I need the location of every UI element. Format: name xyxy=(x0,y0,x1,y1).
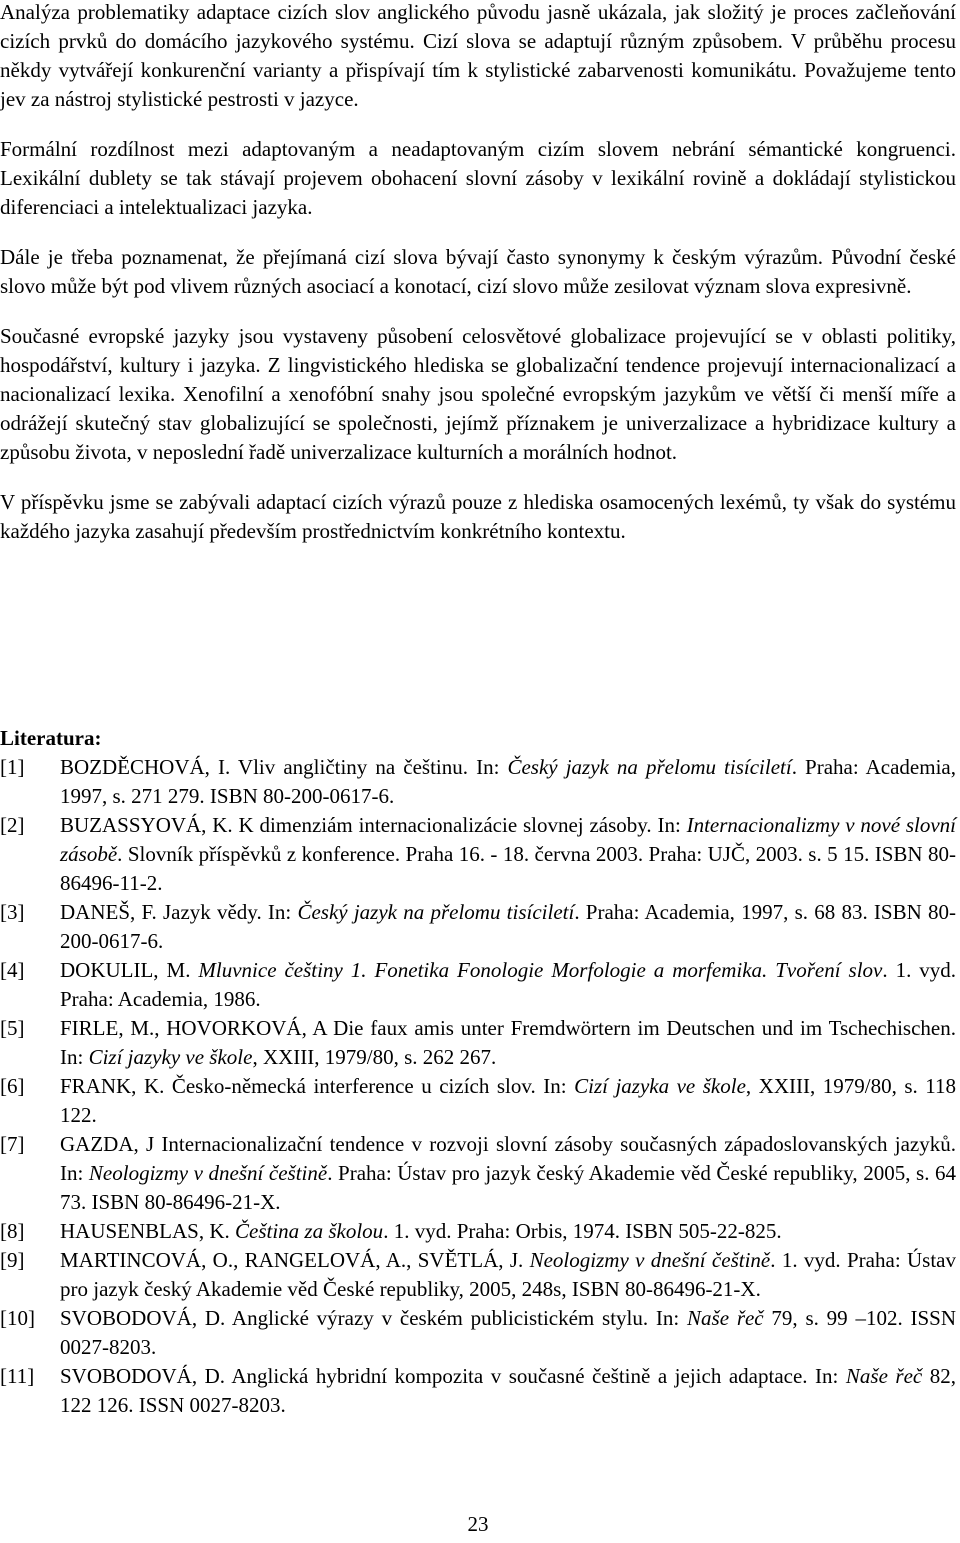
reference-title-italic: Cizí jazyky ve škole xyxy=(88,1045,253,1069)
reference-item xyxy=(0,1130,956,1217)
reference-number: [8] xyxy=(0,1219,25,1243)
reference-text xyxy=(60,811,956,898)
reference-title-italic: Naše řeč xyxy=(687,1306,764,1330)
reference-text-part: . Slovník příspěvků z konference. Praha 16. - 18. června 2003. Praha: UJČ, 2003. s. 5 15. ISBN 80-86496-11-2. xyxy=(60,842,956,895)
reference-number: [1] xyxy=(0,755,25,779)
reference-title-italic: Neologizmy v dnešní češtině xyxy=(88,1161,328,1185)
page-number: 23 xyxy=(467,1512,489,1536)
reference-number: [4] xyxy=(0,958,25,982)
reference-text-part: FRANK, K. Česko-německá interference u cizích slov. In: xyxy=(60,1074,575,1098)
reference-text-part: . 1. vyd. Praha: Ústav pro jazyk český Akademie věd České republiky, 2005, 248s, ISBN 80-86496-21-X. xyxy=(60,1248,956,1301)
reference-text-part: 79, s. 99 –102. ISSN 0027-8203. xyxy=(60,1306,956,1359)
reference-number: [9] xyxy=(0,1248,25,1272)
reference-item xyxy=(0,1072,956,1130)
reference-text-part: DOKULIL, M. xyxy=(60,958,199,982)
reference-list xyxy=(0,753,956,1420)
reference-title-italic: Neologizmy v dnešní češtině xyxy=(529,1248,771,1272)
reference-title-italic: Mluvnice češtiny 1. Fonetika Fonologie Morfologie a morfemika. Tvoření slov xyxy=(198,958,883,982)
reference-title-italic: Český jazyk na přelomu tisíciletí xyxy=(507,755,792,779)
reference-number: [2] xyxy=(0,813,25,837)
reference-text-part: SVOBODOVÁ, D. Anglické výrazy v českém publicistickém stylu. In: xyxy=(60,1306,688,1330)
reference-text-part: . Praha: Academia, 1997, s. 271 279. ISBN 80-200-0617-6. xyxy=(60,755,956,808)
reference-title-italic: Internacionalizmy v nové slovní zásobě xyxy=(60,813,956,866)
reference-title-italic: Čeština za školou xyxy=(235,1219,384,1243)
document-page xyxy=(0,0,956,567)
reference-text xyxy=(60,1072,956,1130)
reference-text-part: , XXIII, 1979/80, s. 118 122. xyxy=(60,1074,956,1127)
reference-item xyxy=(0,811,956,898)
paragraph-4: Současné evropské jazyky jsou vystaveny působení celosvětové globalizace projevující se v oblasti politiky, hospodářství, kultury i jazyka. Z lingvistického hlediska se globalizační tendence projevují internacionalizací a nacionalizací lexika. Xenofilní a xenofóbní snahy jsou společné evropským jazykům ve větší či menší míře a odrážejí skutečný stav globalizující se společnosti, jejímž příznakem je univerzalizace a hybridizace kultury a způsobu života, v neposlední řadě univerzalizace kulturních a morálních hodnot. xyxy=(0,324,956,464)
reference-text-part: MARTINCOVÁ, O., RANGELOVÁ, A., SVĚTLÁ, J. xyxy=(60,1248,530,1272)
reference-text-part: . 1. vyd. Praha: Orbis, 1974. ISBN 505-22-825. xyxy=(383,1219,782,1243)
reference-item xyxy=(0,1304,956,1362)
reference-item xyxy=(0,898,956,956)
reference-text xyxy=(60,1304,956,1362)
literature-heading: Literatura: xyxy=(0,726,102,750)
reference-number: [11] xyxy=(0,1364,35,1388)
paragraph-1: Analýza problematiky adaptace cizích slov anglického původu jasně ukázala, jak složitý je proces začleňování cizích prvků do domácího jazykového systému. Cizí slova se adaptují různým způsobem. V průběhu procesu někdy vytvářejí konkurenční varianty a přispívají tím k stylistické zabarvenosti komunikátu. Považujeme tento jev za nástroj stylistické pestrosti v jazyce. xyxy=(0,0,956,111)
reference-text xyxy=(60,753,956,811)
reference-item xyxy=(0,1014,956,1072)
reference-item xyxy=(0,1217,956,1246)
reference-title-italic: Český jazyk na přelomu tisíciletí xyxy=(297,900,575,924)
reference-number: [7] xyxy=(0,1132,25,1156)
reference-number: [5] xyxy=(0,1016,25,1040)
reference-item xyxy=(0,956,956,1014)
reference-text-part: HAUSENBLAS, K. xyxy=(60,1219,236,1243)
paragraph-3: Dále je třeba poznamenat, že přejímaná cizí slova bývají často synonymy k českým výrazům. Původní české slovo může být pod vlivem různých asociací a konotací, cizí slovo může zesilovat význam slova expresivně. xyxy=(0,245,956,298)
reference-text xyxy=(60,1130,956,1217)
reference-item xyxy=(0,1362,956,1420)
paragraph-5: V příspěvku jsme se zabývali adaptací cizích výrazů pouze z hlediska osamocených lexémů, ty však do systému každého jazyka zasahují především prostřednictvím konkrétního kontextu. xyxy=(0,490,956,543)
reference-text xyxy=(60,1014,956,1072)
reference-text-part: GAZDA, J Internacionalizační tendence v rozvoji slovní zásoby současných západoslovanských jazyků. In: xyxy=(60,1132,956,1185)
reference-title-italic: Cizí jazyka ve škole xyxy=(574,1074,746,1098)
reference-title-italic: Naše řeč xyxy=(845,1364,923,1388)
reference-number: [10] xyxy=(0,1306,35,1330)
reference-text xyxy=(60,1217,956,1246)
reference-text-part: BUZASSYOVÁ, K. K dimenziám internacionalizácie slovnej zásoby. In: xyxy=(60,813,687,837)
reference-text-part: 82, 122 126. ISSN 0027-8203. xyxy=(60,1364,956,1417)
reference-text xyxy=(60,1362,956,1420)
reference-text-part: SVOBODOVÁ, D. Anglická hybridní kompozita v současné češtině a jejich adaptace. In: xyxy=(60,1364,846,1388)
reference-text-part: . 1. vyd. Praha: Academia, 1986. xyxy=(60,958,957,1011)
paragraph-2: Formální rozdílnost mezi adaptovaným a neadaptovaným cizím slovem nebrání sémantické kongruenci. Lexikální dublety se tak stávají projevem obohacení slovní zásoby v lexikální rovině a dokládají stylistickou diferenciaci a intelektualizaci jazyka. xyxy=(0,137,956,219)
reference-text xyxy=(60,956,956,1014)
reference-text-part: FIRLE, M., HOVORKOVÁ, A Die faux amis unter Fremdwörtern im Deutschen und im Tschechischen. In: xyxy=(60,1016,956,1069)
reference-text-part: BOZDĚCHOVÁ, I. Vliv angličtiny na češtinu. In: xyxy=(60,755,508,779)
reference-text xyxy=(60,898,956,956)
reference-text xyxy=(60,1246,956,1304)
reference-text-part: , XXIII, 1979/80, s. 262 267. xyxy=(252,1045,497,1069)
reference-item xyxy=(0,753,956,811)
reference-item xyxy=(0,1246,956,1304)
reference-text-part: . Praha: Ústav pro jazyk český Akademie věd České republiky, 2005, s. 64 73. ISBN 80-86496-21-X. xyxy=(60,1161,957,1214)
reference-text-part: . Praha: Academia, 1997, s. 68 83. ISBN 80-200-0617-6. xyxy=(60,900,956,953)
reference-number: [3] xyxy=(0,900,25,924)
reference-text-part: DANEŠ, F. Jazyk vědy. In: xyxy=(60,900,298,924)
reference-number: [6] xyxy=(0,1074,25,1098)
